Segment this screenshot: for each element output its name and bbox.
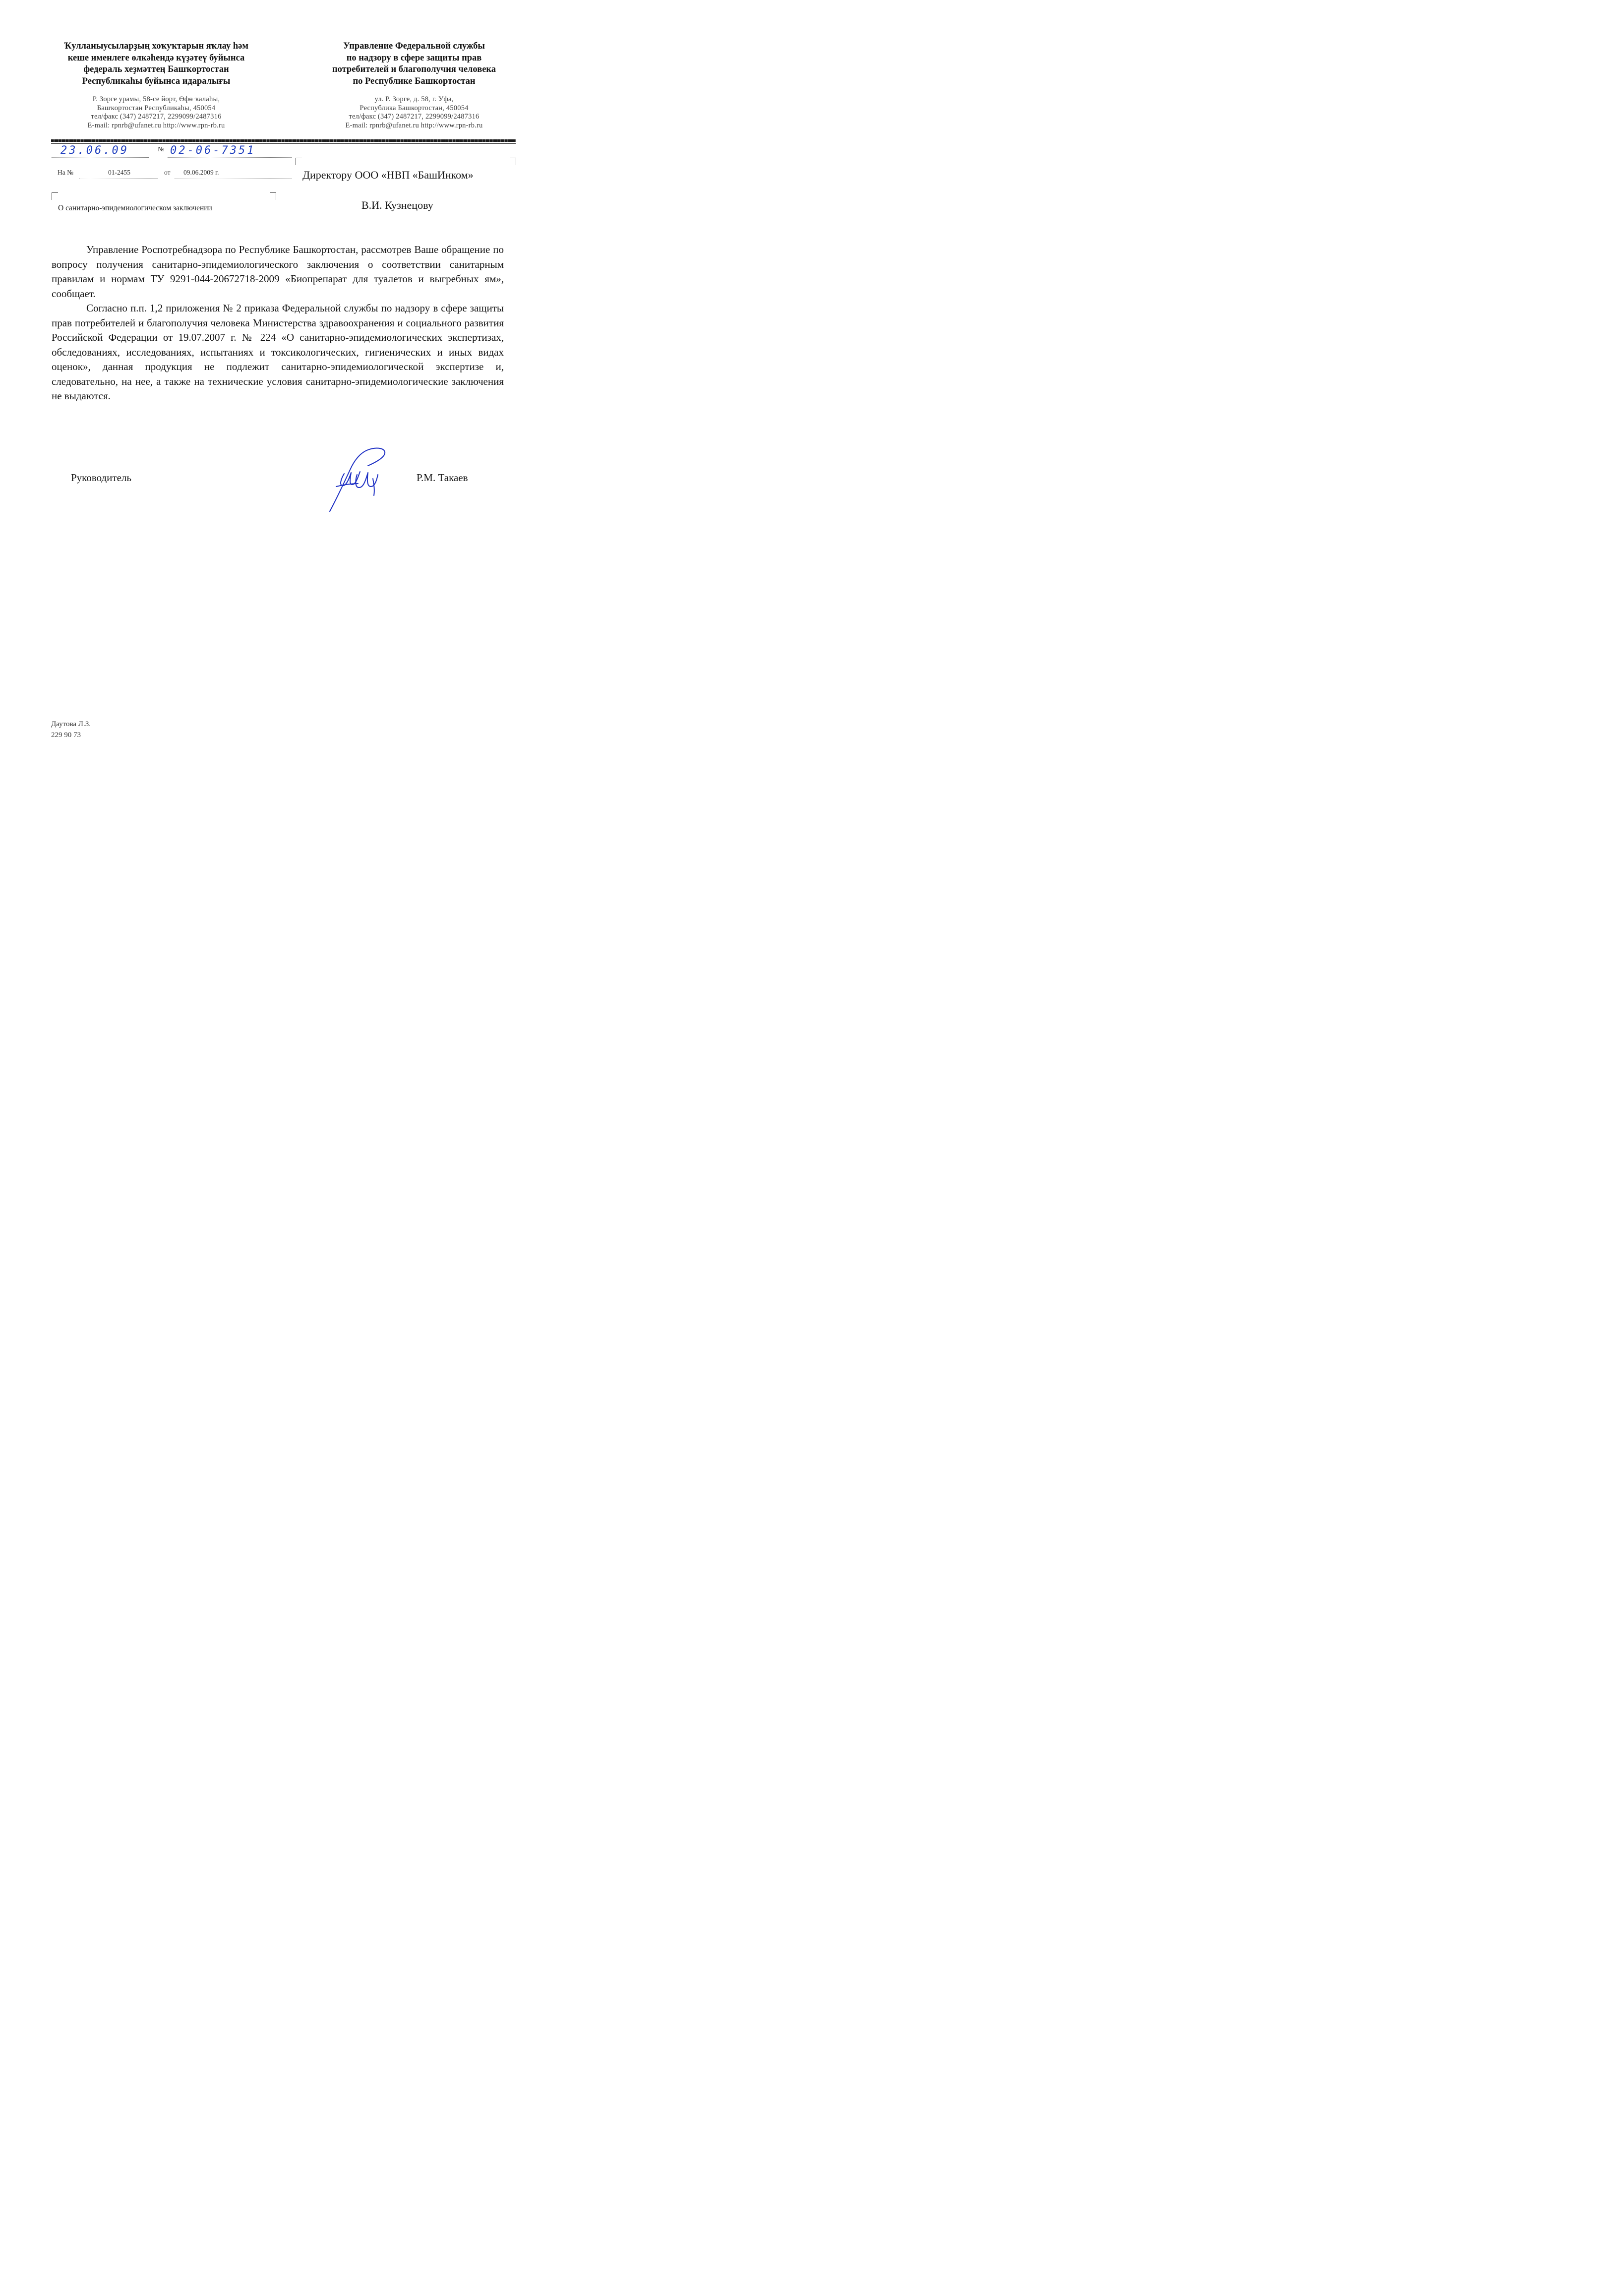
reply-number: 01-2455 [108,169,130,176]
body-paragraph-1: Управление Роспотребнадзора по Республике Башкортостан, рассмотрев Ваше обращение по вопросу получения санитарно-эпидемиологического заключения о соответствии санитарным правилам и нормам ТУ 9291-044-20672718-2009 «Биопрепарат для туалетов и выгребных ям», сообщает. [52,244,504,300]
outgoing-number: 02-06-7351 [170,144,256,157]
letterhead-bashkir-address [40,95,273,130]
outgoing-date-line [52,157,149,158]
letterhead-russian-title-line: по надзору в сфере защиты прав [346,53,482,63]
letterhead-bashkir-title-line: Ҡулланыусыларҙың хоҡуҡтарын яҡлау һәм [64,41,248,51]
subject-bracket-right [270,192,276,200]
letterhead-russian-address-line: тел/факс (347) 2487217, 2299099/2487316 [349,113,480,121]
signatory-name: Р.М. Такаев [417,472,468,484]
letterhead-bashkir-address-line: Башҡортостан Республикаһы, 450054 [97,104,216,112]
body-paragraph-2: Согласно п.п. 1,2 приложения № 2 приказа Федеральной службы по надзору в сфере защиты прав потребителей и благополучия человека Министерства здравоохранения и социального развития Российской Федерации от 19.07.2007 г. № 224 «О санитарно-эпидемиологических экспертизах, обследованиях, исследованиях, испытаниях и токсикологических, гигиенических и иных видах оценок», данная продукция не подлежит санитарно-эпидемиологической экспертизе и, следовательно, на нее, а также на технические условия санитарно-эпидемиологические заключения не выдаются. [52,302,504,402]
reply-date: 09.06.2009 г. [183,169,219,176]
letterhead-bashkir-title-line: кеше именлеге өлкәһендә күҙәтеү буйынса [67,53,245,63]
addressee-bracket-left [296,158,302,165]
reply-prefix: На № [58,169,73,176]
reply-from-label: от [164,169,171,176]
handwritten-signature [322,444,392,516]
outgoing-number-line [168,157,292,158]
letterhead-divider-thick [51,139,516,142]
outgoing-date: 23.06.09 [60,144,129,157]
letterhead-russian [302,41,526,130]
subject-bracket-left [52,192,58,200]
letterhead-bashkir-address-line: Р. Зорге урамы, 58-се йорт, Өфө ҡалаһы, [92,95,220,103]
letterhead-bashkir-address-line: тел/факс (347) 2487217, 2299099/2487316 [91,113,222,121]
letterhead-russian-title-line: по Республике Башкортостан [353,76,476,86]
number-symbol: № [158,146,165,153]
executor-phone: 229 90 73 [51,731,81,739]
letterhead-bashkir [40,41,273,130]
subject-line: О санитарно-эпидемиологическом заключении [58,204,212,212]
letterhead-russian-address-line: Республика Башкортостан, 450054 [360,104,469,112]
signatory-position: Руководитель [71,472,131,484]
letterhead-russian-address-line: ул. Р. Зорге, д. 58, г. Уфа, [374,95,454,103]
letterhead-bashkir-address-line: E-mail: rpnrb@ufanet.ru http://www.rpn-rb.ru [87,121,225,129]
letterhead-bashkir-title-line: Республикаһы буйынса идаралығы [82,76,231,86]
letterhead-russian-address [302,95,526,130]
letterhead-bashkir-title [40,41,273,87]
letter-body [52,243,504,404]
letterhead-divider-thin [51,143,516,144]
addressee-line-1: Директору ООО «НВП «БашИнком» [302,169,474,181]
letterhead-bashkir-title-line: федераль хеҙмәттең Башҡортостан [83,64,229,74]
letterhead-russian-address-line: E-mail: rpnrb@ufanet.ru http://www.rpn-rb.ru [345,121,483,129]
letterhead-russian-title-line: Управление Федеральной службы [343,41,485,51]
letterhead-russian-title [302,41,526,87]
letterhead-russian-title-line: потребителей и благополучия человека [332,64,496,74]
addressee-bracket-right [510,158,516,165]
footer [51,719,91,741]
addressee-line-2: В.И. Кузнецову [361,199,433,211]
executor-name: Даутова Л.З. [51,720,91,728]
